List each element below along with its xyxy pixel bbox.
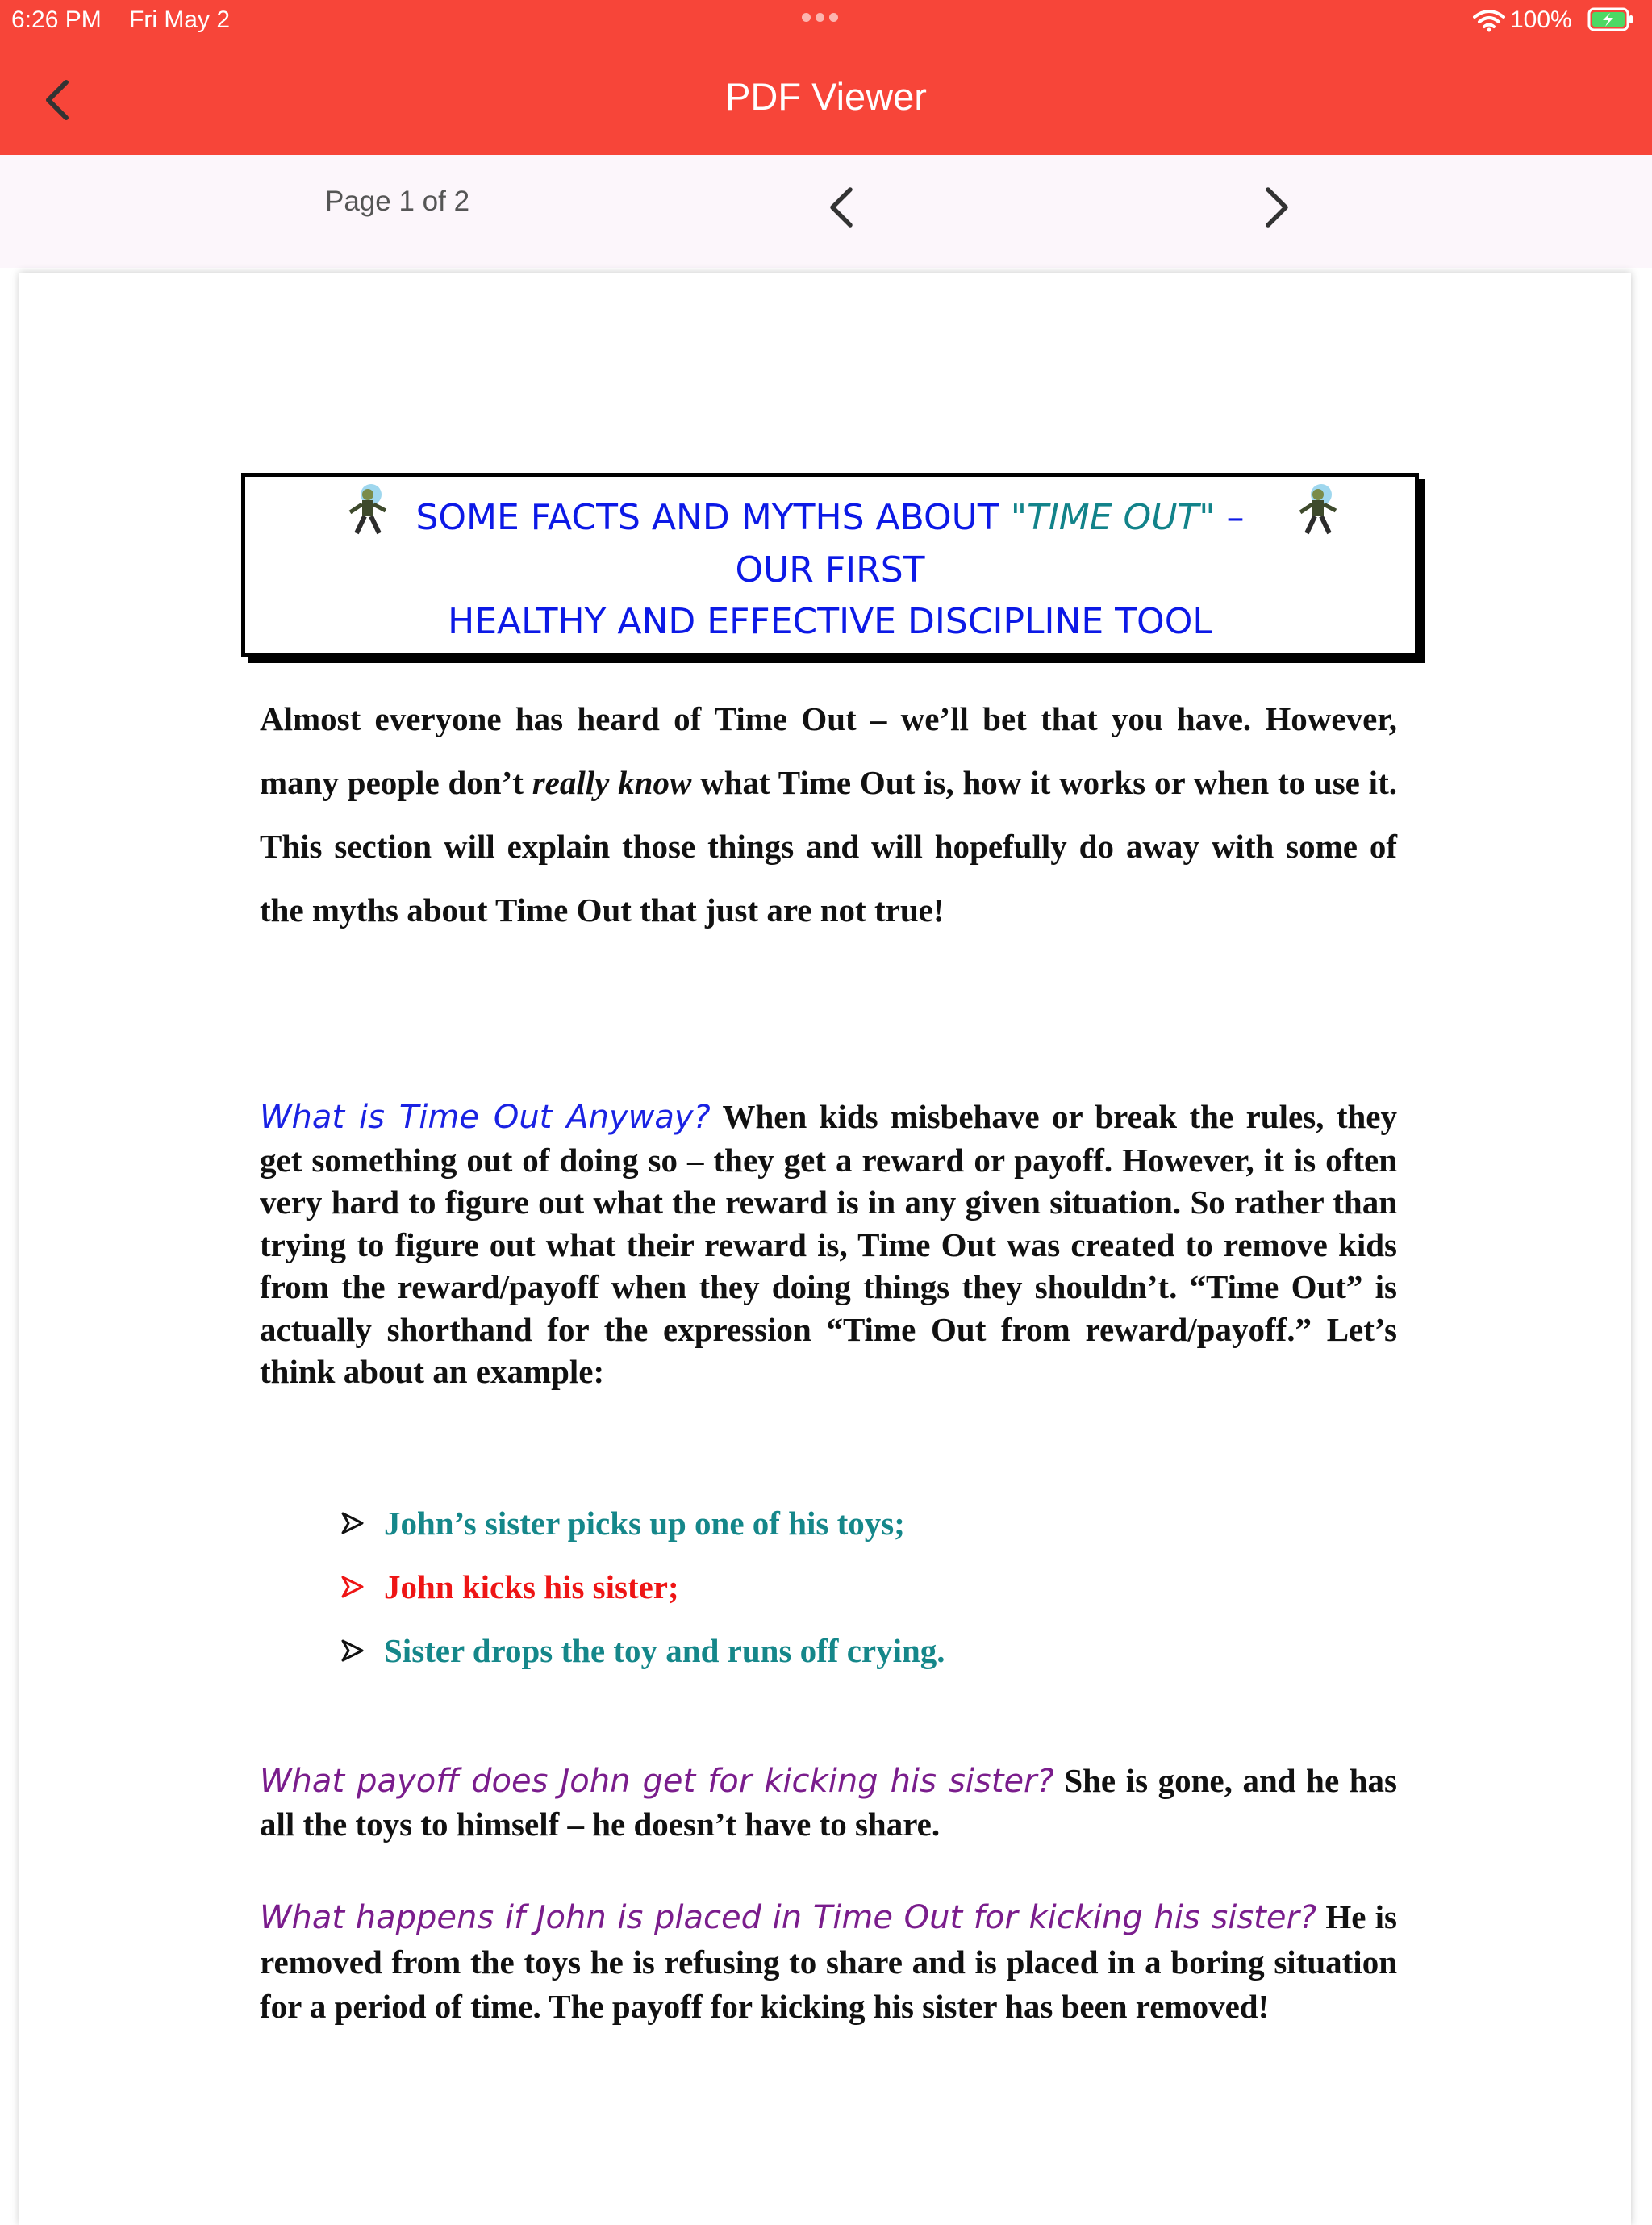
intro-paragraph (260, 687, 1397, 942)
title-line-3: HEALTHY AND EFFECTIVE DISCIPLINE TOOL (448, 601, 1212, 642)
section-text: When kids misbehave or break the rules, they get something out of doing so – they get a reward or payoff. However, it is often very hard to figure out what the reward is in any given situation. So rather than trying to figure out what their reward is, Time Out was created to remove kids from the reward/payoff when they doing things they shouldn’t. “Time Out” is actually shorthand for the expression “Time Out from reward/payoff.” Let’s think about an example: (260, 1098, 1397, 1390)
pager-toolbar (0, 155, 1652, 268)
status-time: 6:26 PM (11, 6, 102, 33)
payoff-paragraph (260, 1760, 1397, 1845)
title-line-2: OUR FIRST (735, 549, 925, 591)
bullet-text: Sister drops the toy and runs off crying. (384, 1631, 945, 1669)
example-bullet-list (340, 1491, 945, 1682)
arrow-bullet-icon (340, 1511, 365, 1535)
next-page-button[interactable] (1247, 179, 1304, 236)
time-out-result-paragraph (260, 1895, 1397, 2029)
battery-percentage: 100% (1510, 6, 1572, 33)
what-is-time-out-paragraph (260, 1096, 1397, 1393)
section-question: What is Time Out Anyway? (260, 1099, 711, 1136)
list-item (340, 1491, 945, 1555)
status-bar (0, 0, 1652, 42)
nav-bar (0, 42, 1652, 155)
multitasking-dots-icon[interactable] (802, 13, 838, 22)
list-item (340, 1555, 945, 1618)
cartoon-character-icon (1294, 483, 1342, 538)
section-text: She is gone, and he has all the toys to himself – he doesn’t have to share. (260, 1762, 1397, 1843)
arrow-bullet-icon (340, 1638, 365, 1663)
intro-emphasis: really know (532, 764, 692, 801)
pdf-page[interactable] (19, 273, 1631, 2225)
status-date: Fri May 2 (129, 6, 231, 33)
section-text: He is removed from the toys he is refusing to share and is placed in a boring situation for a period of time. The payoff for kicking his sister has been removed! (260, 1898, 1397, 2025)
wifi-icon (1473, 8, 1505, 32)
document-title-box (241, 473, 1419, 657)
battery-charging-icon (1587, 7, 1634, 31)
section-question: What payoff does John get for kicking his sister? (260, 1763, 1054, 1800)
app-header (0, 0, 1652, 155)
page-title: PDF Viewer (725, 75, 927, 118)
intro-text: Almost everyone has heard of Time Out – we’ll bet that you have. However, many people don’t (260, 700, 1397, 801)
intro-text-continued: what Time Out is, how it works or when to use it. This section will explain those things and will hopefully do away with some of the myths about Time Out that just are not true! (260, 764, 1397, 929)
section-question: What happens if John is placed in Time Out for kicking his sister? (260, 1899, 1317, 1936)
list-item (340, 1618, 945, 1682)
title-text: SOME FACTS AND MYTHS ABOUT (415, 497, 1011, 538)
title-line-1 (245, 497, 1415, 538)
arrow-bullet-icon (340, 1575, 365, 1599)
previous-page-button[interactable] (815, 179, 871, 236)
bullet-text: John kicks his sister; (384, 1568, 679, 1605)
title-highlight: "TIME OUT" (1010, 497, 1216, 538)
bullet-text: John’s sister picks up one of his toys; (384, 1504, 905, 1542)
page-indicator: Page 1 of 2 (325, 186, 470, 217)
title-dash: – (1215, 497, 1245, 538)
